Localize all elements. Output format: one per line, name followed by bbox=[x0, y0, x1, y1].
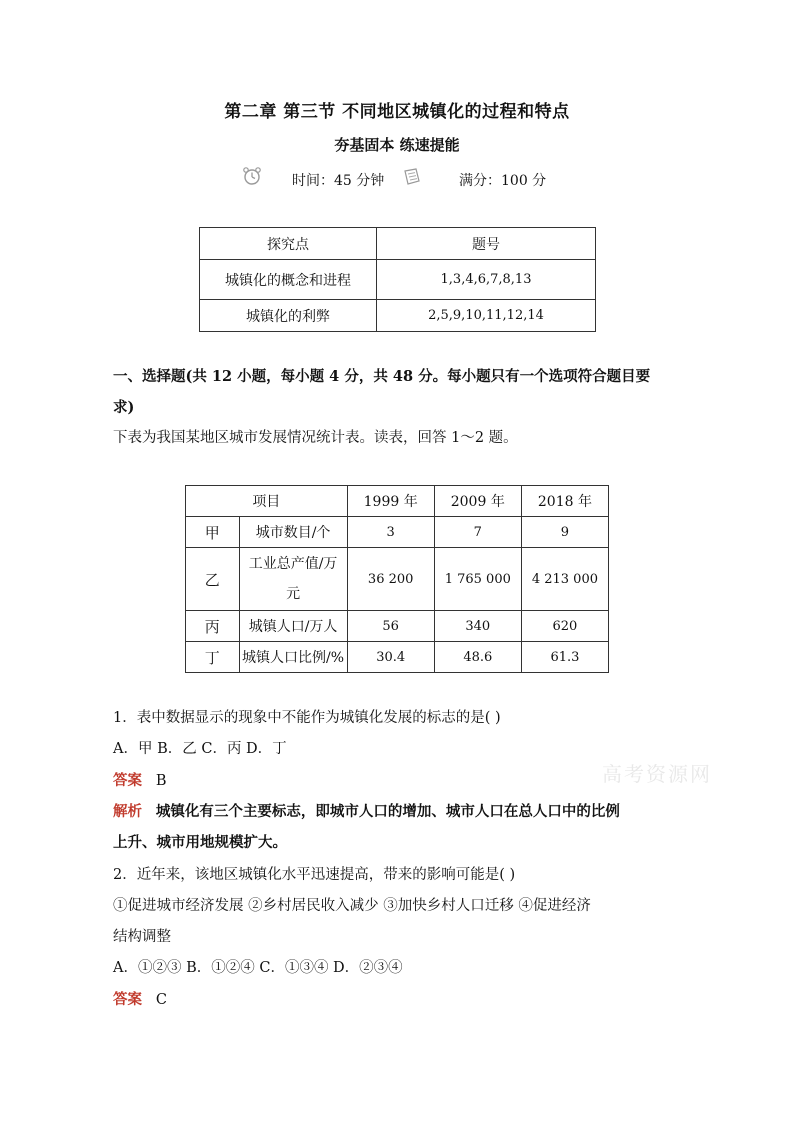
data-cell: 61.3 bbox=[521, 642, 608, 673]
row-item: 城镇人口/万人 bbox=[239, 611, 347, 642]
row-label: 丙 bbox=[186, 611, 240, 642]
data-cell: 30.4 bbox=[347, 642, 434, 673]
time-label: 时间：45 分钟 bbox=[292, 173, 385, 189]
answer-value: B bbox=[155, 773, 167, 789]
question-2-stem: 2．近年来，该地区城镇化水平迅速提高，带来的影响可能是( ) bbox=[113, 867, 516, 883]
section-heading: 一、选择题(共 12 小题，每小题 4 分，共 48 分。每小题只有一个选项符合题目要 bbox=[113, 368, 651, 385]
time-score-line bbox=[0, 168, 794, 190]
data-table bbox=[185, 485, 609, 673]
data-cell: 48.6 bbox=[434, 642, 521, 673]
score-label: 满分：100 分 bbox=[459, 173, 547, 189]
page-subtitle: 夯基固本 练速提能 bbox=[334, 136, 460, 154]
topic-table-header: 探究点 bbox=[200, 228, 377, 260]
row-label: 乙 bbox=[186, 548, 240, 611]
question-1-analysis bbox=[113, 796, 693, 828]
analysis-label: 解析 bbox=[113, 803, 142, 820]
row-label: 丁 bbox=[186, 642, 240, 673]
topic-table-header: 题号 bbox=[377, 228, 596, 260]
data-table-header: 2018 年 bbox=[521, 486, 608, 517]
data-cell: 9 bbox=[521, 517, 608, 548]
row-item-line: 工业总产值/万 bbox=[248, 556, 338, 572]
question-1-analysis-cont: 上升、城市用地规模扩大。 bbox=[113, 834, 287, 851]
data-cell: 7 bbox=[434, 517, 521, 548]
topic-table-cell: 城镇化的利弊 bbox=[200, 300, 377, 332]
question-2-choices-cont: 结构调整 bbox=[113, 929, 171, 945]
topic-table-cell: 1,3,4,6,7,8,13 bbox=[377, 260, 596, 300]
analysis-text: 城镇化有三个主要标志，即城市人口的增加、城市人口在总人口中的比例 bbox=[155, 803, 620, 820]
watermark: 高考资源网 bbox=[602, 762, 712, 786]
row-item-line: 元 bbox=[286, 586, 301, 602]
section-intro: 下表为我国某地区城市发展情况统计表。读表，回答 1～2 题。 bbox=[113, 430, 518, 446]
section-heading-cont: 求) bbox=[113, 399, 135, 416]
question-2-choices: ①促进城市经济发展 ②乡村居民收入减少 ③加快乡村人口迁移 ④促进经济 bbox=[113, 898, 591, 914]
row-label: 甲 bbox=[186, 517, 240, 548]
question-2-answer bbox=[113, 984, 693, 1016]
topic-table bbox=[199, 227, 596, 332]
question-2-options: A．①②③ B．①②④ C．①③④ D．②③④ bbox=[113, 960, 403, 976]
data-cell: 1 765 000 bbox=[434, 548, 521, 611]
data-cell: 4 213 000 bbox=[521, 548, 608, 611]
row-item: 城市数目/个 bbox=[239, 517, 347, 548]
answer-label: 答案 bbox=[113, 991, 142, 1008]
data-table-header: 1999 年 bbox=[347, 486, 434, 517]
row-item: 城镇人口比例/% bbox=[239, 642, 347, 673]
question-1-options: A．甲 B．乙 C．丙 D．丁 bbox=[113, 741, 287, 757]
data-table-header: 项目 bbox=[186, 486, 348, 517]
answer-value: C bbox=[155, 992, 167, 1008]
topic-table-cell: 城镇化的概念和进程 bbox=[200, 260, 377, 300]
data-cell: 620 bbox=[521, 611, 608, 642]
data-cell: 3 bbox=[347, 517, 434, 548]
paper-icon bbox=[402, 168, 422, 186]
row-item bbox=[239, 548, 347, 611]
data-cell: 36 200 bbox=[347, 548, 434, 611]
data-table-header: 2009 年 bbox=[434, 486, 521, 517]
answer-label: 答案 bbox=[113, 772, 142, 789]
data-cell: 340 bbox=[434, 611, 521, 642]
page-title: 第二章 第三节 不同地区城镇化的过程和特点 bbox=[224, 102, 570, 122]
data-cell: 56 bbox=[347, 611, 434, 642]
alarm-clock-icon bbox=[242, 166, 262, 186]
topic-table-cell: 2,5,9,10,11,12,14 bbox=[377, 300, 596, 332]
question-1-stem: 1．表中数据显示的现象中不能作为城镇化发展的标志的是( ) bbox=[113, 710, 501, 726]
